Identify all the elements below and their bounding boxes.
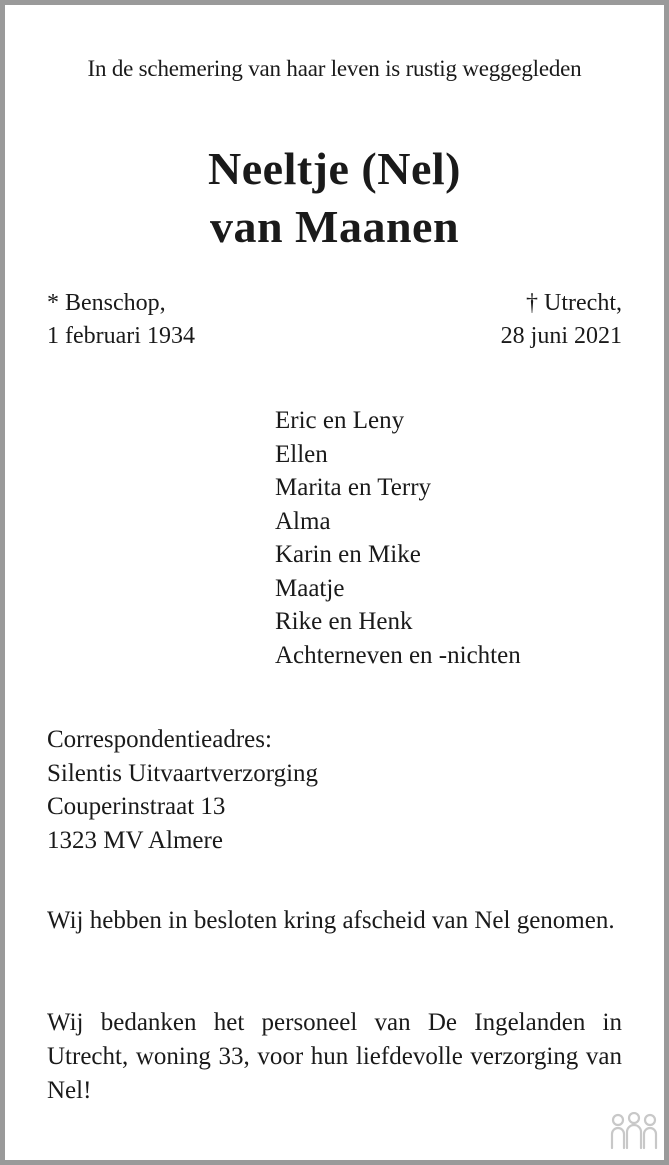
family-member: Karin en Mike — [275, 541, 421, 568]
family-member: Achterneven en -nichten — [275, 641, 521, 669]
birth-info — [47, 287, 195, 353]
family-list — [275, 404, 521, 672]
name-line-2: van Maanen — [209, 201, 460, 252]
name-line-1: Neeltje (Nel) — [208, 143, 461, 194]
address-city: 1323 MV Almere — [47, 826, 223, 854]
birth-place: * Benschop, — [47, 290, 166, 316]
address-company: Silentis Uitvaartverzorging — [47, 759, 319, 787]
address-label: Correspondentieadres: — [47, 726, 272, 753]
family-member: Marita en Terry — [275, 474, 432, 501]
family-member: Eric en Leny — [275, 407, 405, 434]
address-street: Couperinstraat 13 — [47, 793, 226, 820]
family-member: Ellen — [275, 440, 328, 468]
death-info — [501, 287, 622, 353]
intro-line: In de schemering van haar leven is rustig weggegleden — [87, 56, 582, 81]
thanks-paragraph: Wij bedanken het personeel van De Ingelanden in Utrecht, woning 33, voor hun liefdevolle verzorging van Nel! — [47, 1009, 622, 1104]
birth-date: 1 februari 1934 — [47, 323, 195, 349]
farewell-paragraph: Wij hebben in besloten kring afscheid van Nel genomen. — [47, 907, 615, 934]
people-group-icon — [609, 1112, 659, 1152]
deceased-name — [47, 140, 622, 256]
correspondence-address — [47, 723, 318, 857]
family-member: Alma — [275, 507, 331, 535]
family-member: Rike en Henk — [275, 608, 413, 635]
death-place: † Utrecht, — [526, 290, 622, 316]
family-member: Maatje — [275, 574, 345, 602]
death-date: 28 juni 2021 — [500, 323, 622, 349]
